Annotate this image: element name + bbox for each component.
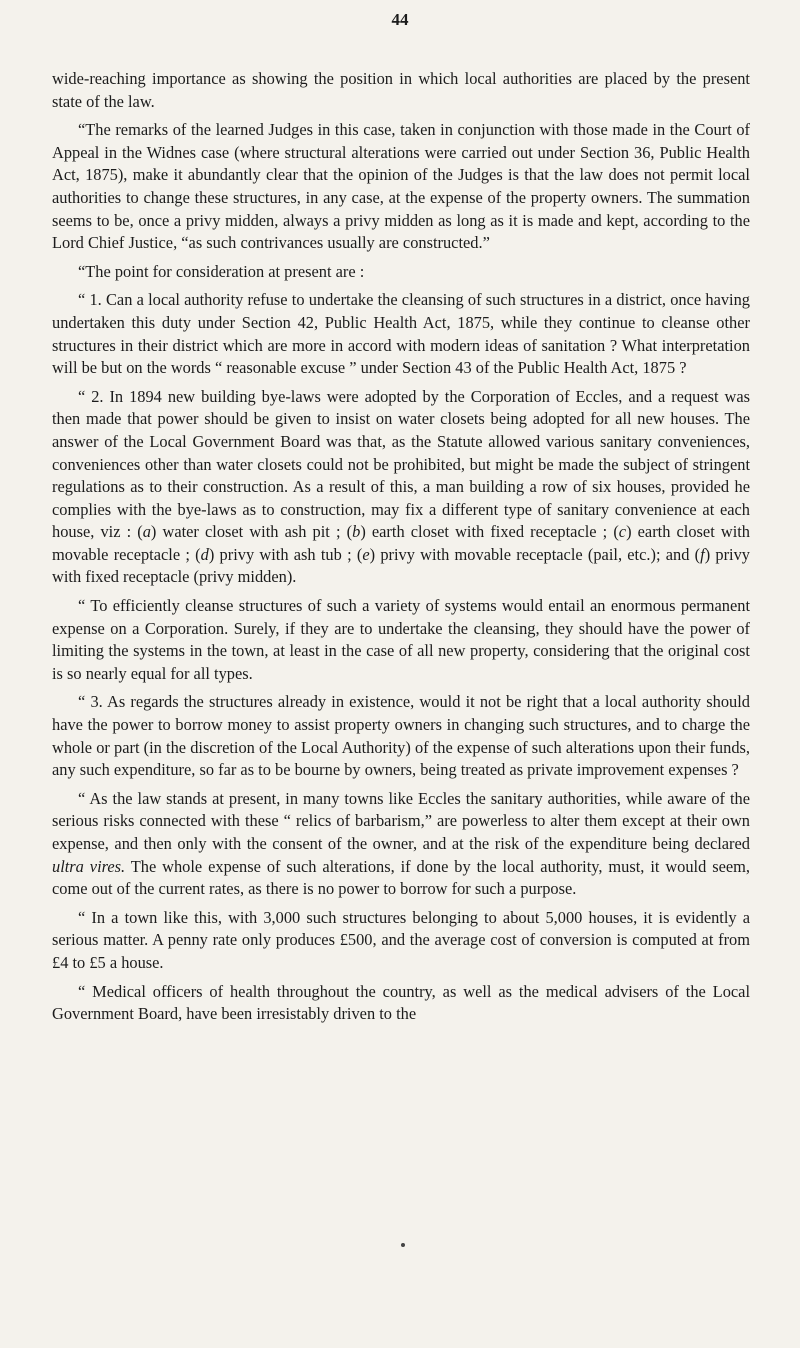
paragraph — [52, 691, 750, 781]
text-run: ) water closet with ash pit ; ( — [150, 522, 353, 542]
italic-text: d — [200, 544, 209, 564]
text-run: The whole expense of such alterations, if done by the local authority, must, it would seem, come out of the current rates, as there is no power to borrow for such a purpose. — [52, 856, 750, 899]
paragraph — [52, 907, 750, 975]
italic-text: e — [362, 544, 370, 564]
text-run: “ 2. In 1894 new building bye-laws were adopted by the Corporation of Eccles, and a request was then made that power should be given to insist on water closets being adopted for all new houses. The answer of the Local Government Board was that, as the Statute allowed various sanitary conveniences, conveniences other than water closets could not be prohibited, but might be made the subject of stringent regulations as to their construction. As a result of this, a man building a row of six houses, provided he complies with the bye-laws as to construction, may fix a different type of sanitary convenience at each house, viz : ( — [52, 386, 750, 542]
paragraph — [52, 788, 750, 901]
text-run: ) privy with fixed receptacle (privy midden). — [52, 544, 750, 587]
text-run: “The remarks of the learned Judges in this case, taken in conjunction with those made in the Court of Appeal in the Widnes case (where structural alterations were carried out under Section 36, Public Health Act, 1875), make it abundantly clear that the opinion of the Judges is that the law does not permit local authorities to change these structures, in any case, at the expense of the property owners. The summation seems to be, once a privy midden, always a privy midden as long as it is made and kept, according to the Lord Chief Justice, “as such contrivances usually are constructed.” — [52, 120, 750, 253]
text-run: “ Medical officers of health throughout the country, as well as the medical advisers of the Local Government Board, have been irresistably driven to the — [52, 981, 750, 1024]
stray-dot — [401, 1243, 405, 1247]
italic-text: ultra vires. — [52, 856, 126, 876]
paragraph — [52, 119, 750, 255]
paragraph — [52, 289, 750, 379]
text-run: “ 3. As regards the structures already in existence, would it not be right that a local authority should have the power to borrow money to assist property owners in changing such structures, and to charge the whole or part (in the discretion of the Local Authority) of the expense of such alterations upon their funds, any such expenditure, so far as to be bourne by owners, being treated as private improvement expenses ? — [52, 692, 750, 780]
text-run: “ In a town like this, with 3,000 such structures belonging to about 5,000 houses, it is evidently a serious matter. A penny rate only produces £500, and the average cost of conversion is computed at from £4 to £5 a house. — [52, 907, 750, 972]
paragraph — [52, 595, 750, 685]
italic-text: c — [618, 522, 627, 542]
paragraph — [52, 261, 750, 284]
text-run: ) privy with movable receptacle (pail, etc.); and ( — [369, 544, 701, 564]
text-run: ) earth closet with movable receptacle ; ( — [52, 522, 751, 564]
body-text — [52, 68, 750, 1032]
text-run: “ 1. Can a local authority refuse to undertake the cleansing of such structures in a district, once having undertaken this duty under Section 42, Public Health Act, 1875, while they continue to cleanse other structures in their district which are more in accord with modern ideas of sanitation ? What interpretation will be but on the words “ reasonable excuse ” under Section 43 of the Public Health Act, 1875 ? — [52, 290, 750, 378]
paragraph — [52, 68, 750, 113]
page-number: 44 — [391, 10, 409, 29]
italic-text: a — [142, 522, 151, 542]
text-run: wide-reaching importance as showing the position in which local authorities are placed by the present state of the law. — [52, 69, 750, 111]
text-run: “The point for consideration at present are : — [78, 261, 365, 281]
text-run: “ To efficiently cleanse structures of such a variety of systems would entail an enormous permanent expense on a Corporation. Surely, if they are to undertake the cleansing, they should have the power of limiting the systems in the town, at least in the case of all new property, considering that the original cost is so nearly equal for all types. — [52, 596, 750, 683]
italic-text: b — [352, 522, 361, 542]
paragraph — [52, 386, 750, 589]
text-run: “ As the law stands at present, in many towns like Eccles the sanitary authorities, while aware of the serious risks connected with these “ relics of barbarism,” are powerless to alter them except at their own expense, and then only with the consent of the owner, and at the risk of the expenditure being declared — [52, 788, 750, 853]
italic-text: f — [700, 544, 705, 564]
text-run: ) privy with ash tub ; ( — [208, 544, 363, 564]
text-run: ) earth closet with fixed receptacle ; ( — [360, 522, 619, 542]
paragraph — [52, 981, 750, 1026]
